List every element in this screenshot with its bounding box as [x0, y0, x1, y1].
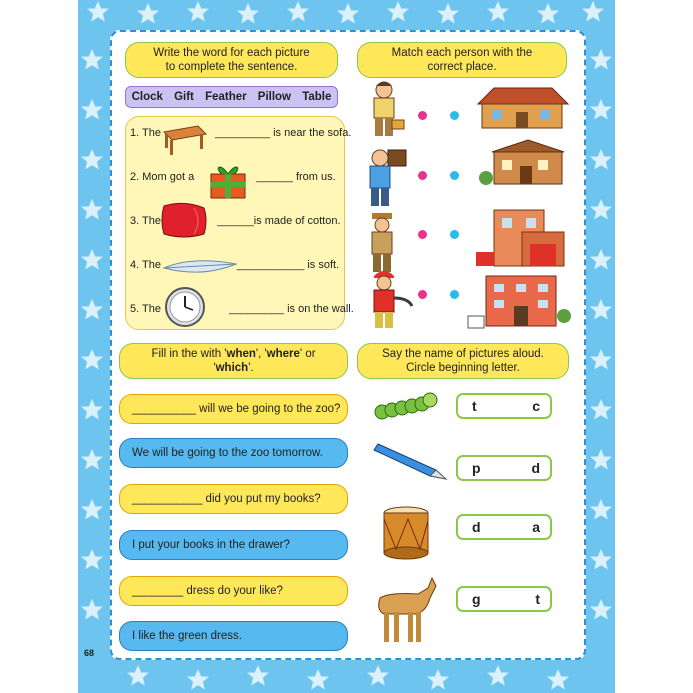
house-icon	[474, 84, 570, 130]
sentence-suffix[interactable]: ______is made of cotton.	[217, 215, 341, 227]
caterpillar-icon	[374, 390, 438, 424]
police-station-icon	[468, 272, 572, 332]
goat-icon	[370, 568, 440, 648]
match-dot-place-3[interactable]	[450, 230, 459, 239]
word-bank	[125, 86, 338, 108]
pen-icon	[372, 440, 448, 480]
sentence-suffix[interactable]: ______ from us.	[256, 171, 336, 183]
match-dot-place-2[interactable]	[450, 171, 459, 180]
question-3[interactable]: ________ dress do your like?	[119, 576, 348, 606]
section1-instruction	[125, 42, 338, 78]
letter-option[interactable]: c	[532, 398, 540, 414]
match-dot-place-1[interactable]	[450, 111, 459, 120]
page-number: 68	[84, 648, 95, 658]
section2-instruction	[357, 42, 567, 78]
question-2[interactable]: ___________ did you put my books?	[119, 484, 348, 514]
answer-1: We will be going to the zoo tomorrow.	[119, 438, 348, 468]
instruction-separator: ' or	[299, 348, 316, 360]
match-dot-person-1[interactable]	[418, 111, 427, 120]
section4-instruction-line2: Circle beginning letter.	[406, 362, 520, 374]
word-bank-item: Clock	[131, 91, 163, 103]
letter-option[interactable]: a	[532, 519, 540, 535]
keyword-which: which	[215, 362, 249, 374]
feather-icon	[162, 256, 238, 278]
letter-option[interactable]: d	[531, 460, 540, 476]
section2-instruction-line1: Match each person with the	[391, 47, 533, 59]
person-teacher-icon	[362, 148, 410, 208]
sentence-suffix[interactable]: _________ is near the sofa.	[215, 127, 352, 139]
match-dot-person-3[interactable]	[418, 230, 427, 239]
word-bank-item: Pillow	[257, 91, 292, 103]
letter-option[interactable]: d	[472, 519, 481, 535]
instruction-quote: '	[213, 362, 216, 374]
sentence-prefix: 4. The	[130, 259, 161, 271]
word-bank-item: Table	[302, 91, 332, 103]
word-bank-item: Gift	[174, 91, 194, 103]
fire-station-icon	[474, 206, 570, 270]
person-builder-icon	[362, 80, 410, 140]
school-building-icon	[478, 140, 568, 190]
gift-icon	[208, 160, 248, 200]
question-1[interactable]: __________ will we be going to the zoo?	[119, 394, 348, 424]
table-icon	[160, 122, 206, 156]
letter-option[interactable]: t	[535, 591, 540, 607]
pillow-icon	[158, 200, 212, 240]
person-fireman-icon	[366, 268, 416, 332]
clock-icon	[164, 286, 206, 328]
section3-instruction-line2	[213, 361, 253, 375]
word-bank-item: Feather	[205, 91, 247, 103]
drum-icon	[380, 505, 432, 561]
match-dot-person-2[interactable]	[418, 171, 427, 180]
section3-instruction	[119, 343, 348, 379]
match-dot-person-4[interactable]	[418, 290, 427, 299]
letter-option[interactable]: g	[472, 591, 481, 607]
section3-instruction-line1	[151, 347, 315, 361]
letter-choice-1	[456, 393, 552, 419]
section2-instruction-line2: correct place.	[427, 61, 497, 73]
sentence-prefix: 5. The	[130, 303, 161, 315]
section4-instruction-line1: Say the name of pictures aloud.	[382, 348, 544, 360]
sentence-suffix[interactable]: _________ is on the wall.	[229, 303, 354, 315]
answer-3: I like the green dress.	[119, 621, 348, 651]
letter-choice-3	[456, 514, 552, 540]
person-policeman-icon	[362, 212, 404, 274]
instruction-separator: ', '	[255, 348, 267, 360]
answer-2: I put your books in the drawer?	[119, 530, 348, 560]
match-dot-place-4[interactable]	[450, 290, 459, 299]
keyword-where: where	[266, 348, 300, 360]
sentence-prefix: 3. The	[130, 215, 161, 227]
sentence-prefix: 2. Mom got a	[130, 171, 195, 183]
section1-instruction-line1: Write the word for each picture	[153, 47, 310, 59]
letter-option[interactable]: p	[472, 460, 481, 476]
letter-choice-2	[456, 455, 552, 481]
sentence-suffix[interactable]: ___________ is soft.	[237, 259, 340, 271]
letter-option[interactable]: t	[472, 398, 477, 414]
section1-instruction-line2: to complete the sentence.	[165, 61, 298, 73]
instruction-quote: '.	[248, 362, 254, 374]
keyword-when: when	[226, 348, 256, 360]
letter-choice-4	[456, 586, 552, 612]
sentence-prefix: 1. The	[130, 127, 161, 139]
section4-instruction	[357, 343, 569, 379]
instruction-text: Fill in the with '	[151, 348, 227, 360]
